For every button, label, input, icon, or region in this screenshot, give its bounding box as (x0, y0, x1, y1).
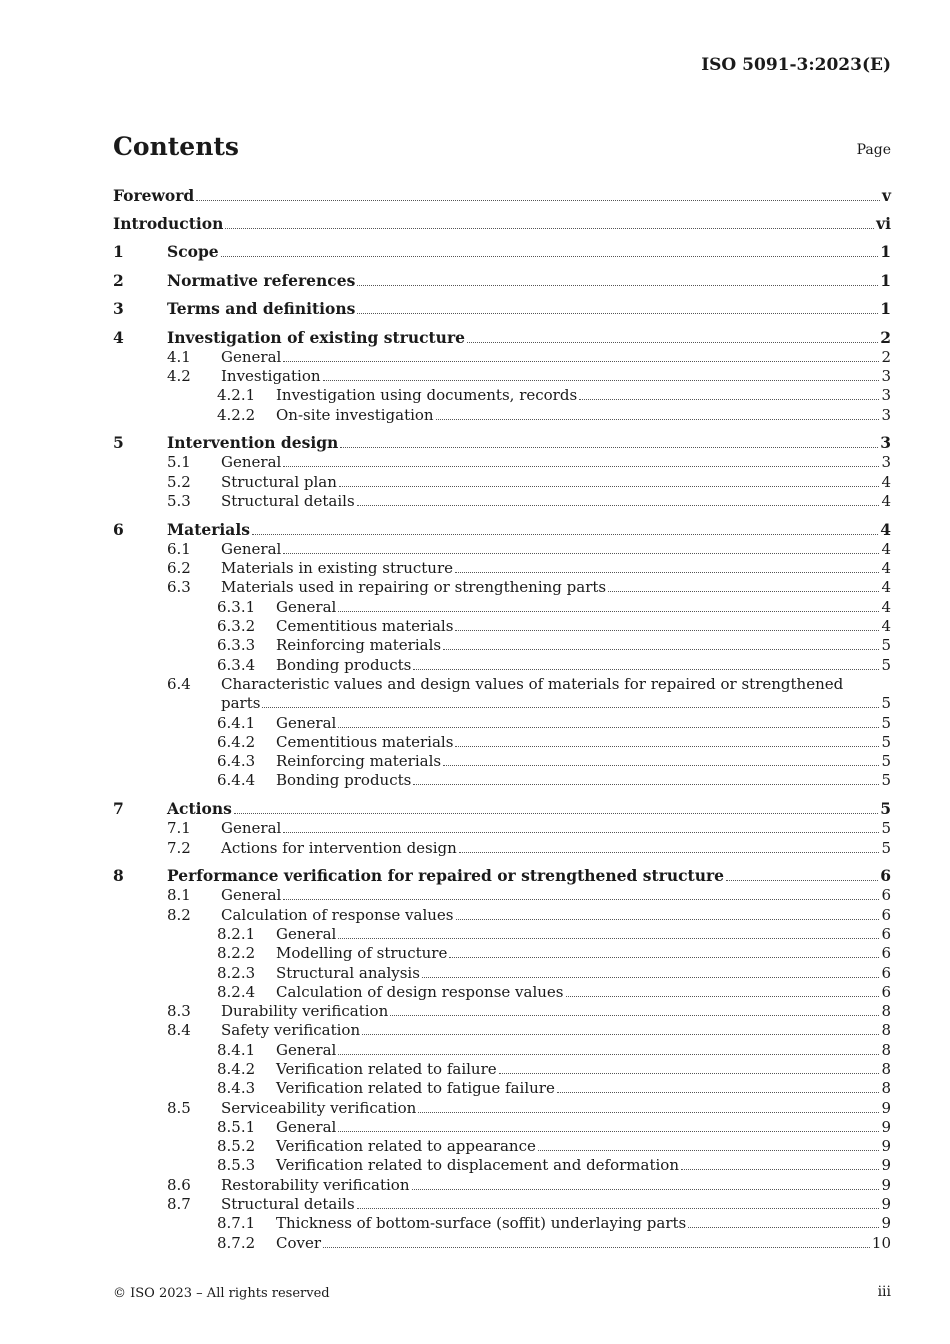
dot-leader (262, 706, 879, 708)
toc-entry-number: 7 (113, 799, 124, 819)
dot-leader (459, 851, 880, 853)
toc-entry[interactable] (113, 858, 891, 887)
dot-leader (455, 629, 879, 631)
toc-entry-page: 1 (880, 299, 891, 319)
toc-entry-title: Structural analysis (276, 963, 420, 982)
toc-entry-number: 8.2.2 (217, 944, 256, 963)
toc-entry-page: 6 (880, 866, 891, 886)
toc-entry-title: Performance verification for repaired or strengthened structure (167, 866, 724, 886)
toc-entry-number: 6.4.3 (217, 752, 256, 771)
table-of-contents (113, 186, 891, 1253)
toc-entry-page: 8 (881, 1040, 891, 1059)
toc-entry[interactable] (113, 425, 891, 454)
toc-entry-page: 5 (881, 752, 891, 771)
toc-entry-number: 8.2.3 (217, 963, 256, 982)
toc-entry-page: 3 (881, 453, 891, 472)
toc-entry-number: 8 (113, 866, 124, 886)
toc-entry-page: 3 (881, 386, 891, 405)
toc-entry-number: 8.1 (167, 886, 191, 905)
dot-leader (726, 879, 878, 881)
dot-leader (338, 937, 879, 939)
toc-entry[interactable] (113, 262, 891, 291)
toc-entry-page: 3 (881, 367, 891, 386)
toc-entry-title: General (276, 924, 337, 943)
toc-entry[interactable] (113, 964, 891, 983)
toc-entry-page: 3 (880, 433, 891, 453)
toc-entry[interactable] (113, 473, 891, 492)
dot-leader (436, 418, 880, 420)
dot-leader (579, 398, 879, 400)
toc-entry-page: 4 (881, 492, 891, 511)
toc-entry-title: General (276, 1117, 337, 1136)
page-column-label: Page (856, 142, 891, 158)
toc-entry-title: General (221, 539, 282, 558)
toc-entry[interactable] (113, 367, 891, 386)
page-title: Contents (113, 132, 240, 161)
dot-leader (362, 1033, 879, 1035)
toc-entry[interactable] (113, 453, 891, 472)
toc-entry-number: 8.2.1 (217, 924, 256, 943)
toc-entry-page: 9 (881, 1098, 891, 1117)
toc-entry-title: Calculation of response values (221, 905, 454, 924)
toc-entry-page: 6 (881, 886, 891, 905)
toc-entry-title: Thickness of bottom-surface (soffit) underlaying parts (276, 1214, 687, 1233)
toc-entry-title: General (276, 713, 337, 732)
dot-leader (422, 976, 880, 978)
toc-entry[interactable] (113, 617, 891, 636)
toc-entry-number: 7.2 (167, 838, 191, 857)
dot-leader (390, 1014, 879, 1016)
toc-entry[interactable] (113, 1099, 891, 1118)
toc-entry-title: Actions (167, 799, 232, 819)
toc-entry[interactable] (113, 1079, 891, 1098)
dot-leader (338, 1130, 879, 1132)
toc-entry-page: 6 (881, 963, 891, 982)
toc-entry[interactable] (113, 492, 891, 511)
toc-entry-title: Modelling of structure (276, 944, 448, 963)
toc-entry[interactable] (113, 578, 891, 597)
dot-leader (252, 533, 878, 535)
toc-entry-page: 4 (881, 617, 891, 636)
dot-leader (608, 590, 879, 592)
toc-entry[interactable] (113, 733, 891, 752)
toc-entry-number: 6.3 (167, 578, 191, 597)
toc-entry[interactable] (113, 944, 891, 963)
dot-leader (283, 898, 879, 900)
toc-entry[interactable] (113, 205, 891, 234)
toc-entry[interactable] (113, 925, 891, 944)
toc-entry-page: 8 (881, 1060, 891, 1078)
toc-entry-page: 5 (881, 713, 891, 732)
toc-entry[interactable] (113, 1137, 891, 1156)
toc-entry[interactable] (113, 771, 891, 790)
toc-entry-number: 4 (113, 327, 124, 347)
toc-entry-number: 4.2.2 (217, 405, 256, 424)
toc-entry-number: 6.4.2 (217, 732, 256, 751)
toc-entry-number: 7.1 (167, 819, 191, 838)
toc-entry[interactable] (113, 752, 891, 771)
toc-entry[interactable] (113, 1195, 891, 1214)
toc-entry[interactable] (113, 983, 891, 1002)
dot-leader (338, 726, 879, 728)
toc-entry-number: 8.6 (167, 1175, 191, 1194)
toc-entry-page: 9 (881, 1195, 891, 1214)
toc-entry-title: Bonding products (276, 655, 412, 674)
toc-entry-page: 3 (881, 405, 891, 424)
dot-leader (221, 255, 879, 257)
toc-entry[interactable] (113, 186, 891, 205)
toc-entry-title: Scope (167, 242, 219, 262)
toc-entry-title: Verification related to displacement and deformation (276, 1156, 679, 1175)
toc-entry-title: Calculation of design response values (276, 982, 564, 1001)
toc-entry-number: 5.2 (167, 472, 191, 491)
toc-entry-page: v (881, 186, 891, 205)
toc-entry-number: 8.5.2 (217, 1137, 256, 1156)
toc-entry[interactable] (113, 406, 891, 425)
toc-entry-title: Structural details (221, 1195, 355, 1214)
toc-entry-page: 5 (881, 732, 891, 751)
toc-entry-title: Structural details (221, 492, 355, 511)
toc-entry-number: 6.4.1 (217, 713, 256, 732)
dot-leader (443, 648, 879, 650)
toc-entry-page: 9 (881, 1117, 891, 1136)
toc-entry-number: 8.7.1 (217, 1214, 256, 1233)
toc-entry[interactable] (113, 636, 891, 655)
toc-entry[interactable] (113, 1060, 891, 1079)
toc-entry-number: 8.4.2 (217, 1060, 256, 1078)
toc-entry[interactable] (113, 234, 891, 263)
toc-entry-title: Serviceability verification (221, 1098, 417, 1117)
toc-entry-title: General (221, 886, 282, 905)
toc-entry-page: 9 (881, 1175, 891, 1194)
toc-entry-number: 6.2 (167, 559, 191, 578)
toc-entry-page: 4 (881, 472, 891, 491)
toc-entry-number: 8.4 (167, 1021, 191, 1040)
toc-entry[interactable] (113, 886, 891, 905)
toc-entry-number: 1 (113, 242, 124, 262)
toc-entry-title: Safety verification (221, 1021, 361, 1040)
toc-entry-title: Verification related to fatigue failure (276, 1079, 555, 1098)
toc-entry-number: 5.1 (167, 453, 191, 472)
toc-entry-title: Foreword (113, 186, 195, 205)
toc-entry-title: Materials in existing structure (221, 559, 453, 578)
toc-entry-page: 5 (880, 799, 891, 819)
toc-entry[interactable] (113, 656, 891, 675)
toc-entry[interactable] (113, 1156, 891, 1175)
toc-entry-title: General (221, 453, 282, 472)
toc-entry-number: 6.3.4 (217, 655, 256, 674)
toc-entry-title: Investigation (221, 367, 321, 386)
toc-entry-page: 6 (881, 944, 891, 963)
toc-entry-title: Materials (167, 519, 250, 539)
toc-entry[interactable] (113, 511, 891, 540)
dot-leader (456, 918, 880, 920)
toc-entry[interactable] (113, 791, 891, 820)
toc-entry-number: 3 (113, 299, 124, 319)
dot-leader (323, 379, 880, 381)
toc-entry-number: 8.5.1 (217, 1117, 256, 1136)
dot-leader (557, 1091, 880, 1093)
toc-entry-title: Durability verification (221, 1002, 389, 1021)
dot-leader (283, 465, 879, 467)
toc-entry[interactable] (113, 291, 891, 320)
toc-entry-title: Cementitious materials (276, 732, 454, 751)
toc-entry-page: 9 (881, 1156, 891, 1175)
toc-entry[interactable] (113, 1234, 891, 1253)
toc-entry-page: 5 (881, 636, 891, 655)
toc-entry-title-continuation: parts (221, 694, 261, 713)
dot-leader (283, 552, 879, 554)
toc-entry-title: Materials used in repairing or strengthening parts (221, 578, 607, 597)
dot-leader (357, 312, 878, 314)
toc-entry-number: 8.7.2 (217, 1233, 256, 1252)
dot-leader (413, 783, 879, 785)
toc-entry-number: 8.5 (167, 1098, 191, 1117)
toc-entry-number: 8.2.4 (217, 982, 256, 1001)
toc-entry[interactable] (113, 598, 891, 617)
toc-entry-number: 2 (113, 270, 124, 290)
toc-entry-page: vi (876, 213, 891, 233)
document-id: ISO 5091-3:2023(E) (701, 55, 891, 75)
toc-entry-title: Cementitious materials (276, 617, 454, 636)
toc-entry[interactable] (113, 1021, 891, 1040)
toc-entry-page: 5 (881, 819, 891, 838)
toc-entry-title: Investigation of existing structure (167, 327, 465, 347)
dot-leader (566, 995, 880, 997)
toc-entry-page: 4 (880, 519, 891, 539)
toc-entry-title: Characteristic values and design values of materials for repaired or strengthened (221, 674, 844, 693)
toc-entry-number: 6.3.3 (217, 636, 256, 655)
toc-entry[interactable] (113, 1176, 891, 1195)
toc-entry-title: General (221, 347, 282, 366)
toc-entry-title: General (221, 819, 282, 838)
toc-entry-number: 6 (113, 519, 124, 539)
dot-leader (538, 1149, 880, 1151)
toc-entry-continuation[interactable] (113, 694, 891, 713)
toc-entry-page: 8 (881, 1002, 891, 1021)
dot-leader (234, 812, 878, 814)
toc-entry[interactable] (113, 819, 891, 838)
toc-entry-page: 8 (881, 1079, 891, 1098)
dot-leader (283, 360, 879, 362)
toc-entry[interactable] (113, 386, 891, 405)
dot-leader (455, 745, 879, 747)
toc-entry-page: 4 (881, 559, 891, 578)
toc-entry-number: 8.4.1 (217, 1040, 256, 1059)
toc-entry-page: 6 (881, 982, 891, 1001)
toc-entry-number: 5 (113, 433, 124, 453)
dot-leader (467, 341, 878, 343)
dot-leader (357, 504, 880, 506)
dot-leader (357, 284, 878, 286)
toc-entry-page: 9 (881, 1137, 891, 1156)
dot-leader (340, 446, 878, 448)
toc-entry-title: Verification related to failure (276, 1060, 497, 1078)
toc-entry-page: 5 (881, 838, 891, 857)
toc-entry-title: On-site investigation (276, 405, 434, 424)
toc-entry-page: 2 (880, 327, 891, 347)
toc-entry[interactable] (113, 540, 891, 559)
toc-entry-number: 8.4.3 (217, 1079, 256, 1098)
toc-entry-title: Reinforcing materials (276, 636, 442, 655)
toc-entry-number: 4.2 (167, 367, 191, 386)
dot-leader (688, 1226, 879, 1228)
toc-entry-page: 6 (881, 905, 891, 924)
toc-entry[interactable] (113, 839, 891, 858)
toc-entry[interactable] (113, 906, 891, 925)
toc-entry-number: 4.2.1 (217, 386, 256, 405)
toc-entry-page: 8 (881, 1021, 891, 1040)
toc-entry-title: Actions for intervention design (221, 838, 457, 857)
toc-entry-title: Investigation using documents, records (276, 386, 578, 405)
page-number: iii (877, 1284, 891, 1300)
toc-entry[interactable] (113, 714, 891, 733)
dot-leader (323, 1246, 870, 1248)
dot-leader (412, 1188, 880, 1190)
toc-entry-title: Reinforcing materials (276, 752, 442, 771)
toc-entry-title: Bonding products (276, 771, 412, 790)
dot-leader (339, 485, 880, 487)
toc-entry[interactable] (113, 348, 891, 367)
dot-leader (499, 1072, 880, 1074)
toc-entry-number: 6.3.2 (217, 617, 256, 636)
toc-entry-number: 6.4 (167, 674, 191, 693)
toc-entry-page: 5 (881, 694, 891, 713)
toc-entry-page: 1 (880, 242, 891, 262)
toc-entry[interactable] (113, 1041, 891, 1060)
toc-entry-page: 4 (881, 578, 891, 597)
dot-leader (196, 199, 880, 201)
dot-leader (449, 956, 879, 958)
toc-entry[interactable] (113, 675, 891, 694)
toc-entry-title: Verification related to appearance (276, 1137, 536, 1156)
toc-entry[interactable] (113, 1002, 891, 1021)
toc-entry-number: 8.3 (167, 1002, 191, 1021)
toc-entry-number: 8.5.3 (217, 1156, 256, 1175)
toc-entry-title: General (276, 1040, 337, 1059)
toc-entry-page: 5 (881, 771, 891, 790)
toc-entry-page: 2 (881, 347, 891, 366)
dot-leader (681, 1168, 879, 1170)
copyright-footer: © ISO 2023 – All rights reserved (113, 1286, 330, 1301)
toc-entry-title: Structural plan (221, 472, 337, 491)
toc-entry-page: 6 (881, 924, 891, 943)
dot-leader (338, 610, 879, 612)
toc-entry[interactable] (113, 1118, 891, 1137)
toc-entry[interactable] (113, 319, 891, 348)
toc-entry-number: 6.1 (167, 539, 191, 558)
toc-entry[interactable] (113, 559, 891, 578)
toc-entry-page: 9 (881, 1214, 891, 1233)
dot-leader (418, 1111, 879, 1113)
toc-entry-number: 8.7 (167, 1195, 191, 1214)
toc-entry-number: 6.4.4 (217, 771, 256, 790)
toc-entry-page: 4 (881, 597, 891, 616)
toc-entry-number: 8.2 (167, 905, 191, 924)
toc-entry-title: Normative references (167, 270, 356, 290)
toc-entry-title: Cover (276, 1233, 322, 1252)
toc-entry-page: 1 (880, 270, 891, 290)
toc-entry-page: 10 (871, 1233, 891, 1252)
dot-leader (283, 831, 879, 833)
toc-entry-number: 5.3 (167, 492, 191, 511)
toc-entry-title: Introduction (113, 213, 224, 233)
toc-entry-number: 4.1 (167, 347, 191, 366)
toc-entry-page: 5 (881, 655, 891, 674)
toc-entry-title: Intervention design (167, 433, 339, 453)
dot-leader (413, 668, 879, 670)
toc-entry-page: 4 (881, 539, 891, 558)
dot-leader (357, 1207, 880, 1209)
dot-leader (455, 571, 879, 573)
toc-entry-number: 6.3.1 (217, 597, 256, 616)
dot-leader (443, 764, 879, 766)
toc-entry[interactable] (113, 1214, 891, 1233)
toc-entry-title: Terms and definitions (167, 299, 356, 319)
dot-leader (225, 227, 874, 229)
toc-entry-title: General (276, 597, 337, 616)
dot-leader (338, 1053, 879, 1055)
toc-entry-title: Restorability verification (221, 1175, 410, 1194)
